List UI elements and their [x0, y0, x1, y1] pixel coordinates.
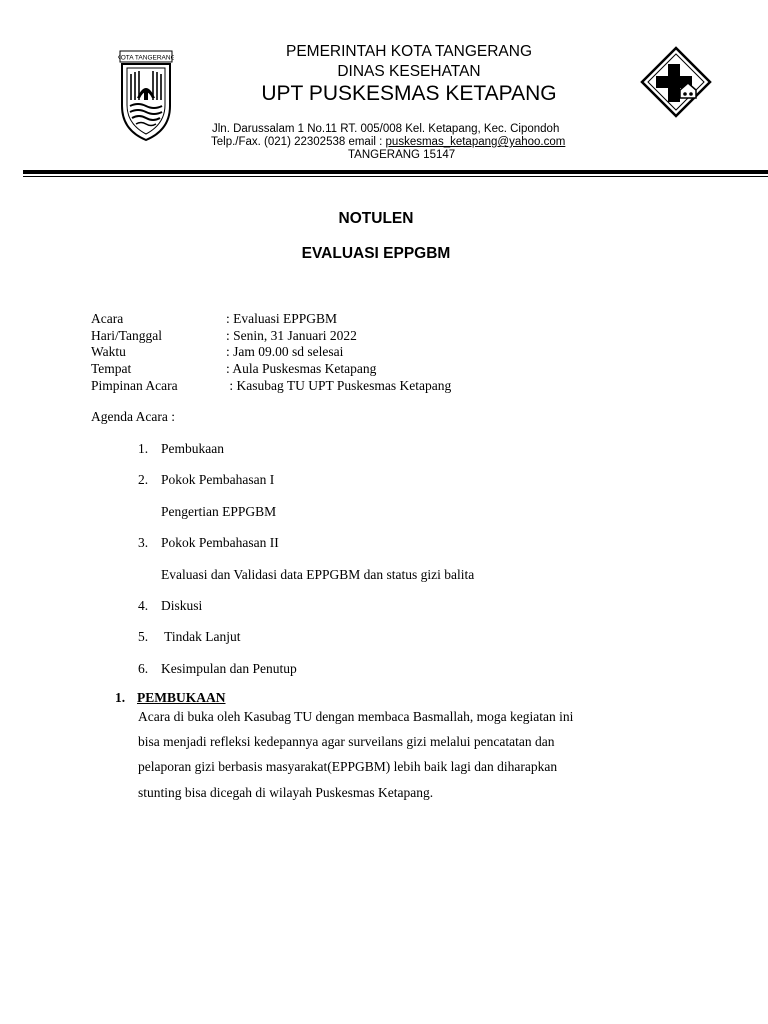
document-subtitle: EVALUASI EPPGBM: [301, 245, 451, 262]
paragraph-line: Acara di buka oleh Kasubag TU dengan membaca Basmallah, moga kegiatan ini: [138, 709, 574, 724]
agenda-heading: Agenda Acara :: [91, 409, 175, 424]
info-label: Waktu: [91, 344, 126, 359]
agenda-number: 5.: [138, 629, 149, 644]
info-row-place: [91, 360, 376, 377]
info-value: : Senin, 31 Januari 2022: [226, 328, 357, 343]
agenda-text: Kesimpulan dan Penutup: [161, 661, 297, 676]
info-value: : Jam 09.00 sd selesai: [226, 344, 344, 359]
agenda-subtext: Pengertian EPPGBM: [161, 504, 277, 519]
agenda-text: Tindak Lanjut: [161, 629, 241, 644]
agenda-number: 6.: [138, 661, 149, 676]
agenda-number: 3.: [138, 535, 149, 550]
agenda-item: [138, 597, 202, 614]
paragraph-line: pelaporan gizi berbasis masyarakat(EPPGBM) lebih baik lagi dan diharapkan: [138, 759, 558, 774]
info-row-acara: [91, 310, 337, 327]
paragraph-line: bisa menjadi refleksi kedepannya agar surveilans gizi melalui pencatatan dan: [138, 734, 555, 749]
email-link[interactable]: puskesmas_ketapang@yahoo.com: [385, 136, 566, 148]
agenda-text: Pembukaan: [161, 441, 224, 456]
department-name: DINAS KESEHATAN: [337, 63, 481, 80]
info-row-time: [91, 343, 343, 360]
section-number: 1.: [115, 690, 126, 705]
letterhead-divider-thin: [23, 176, 768, 177]
info-row-date: [91, 327, 357, 344]
letterhead-divider-thick: [23, 170, 768, 174]
paragraph-line: stunting bisa dicegah di wilayah Puskesmas Ketapang.: [138, 785, 434, 800]
agenda-number: 2.: [138, 472, 149, 487]
document-title: NOTULEN: [338, 210, 414, 227]
info-label: Tempat: [91, 361, 132, 376]
agenda-number: 4.: [138, 598, 149, 613]
government-name: PEMERINTAH KOTA TANGERANG: [285, 43, 533, 60]
section-heading: [115, 690, 226, 706]
address-line-2: [211, 136, 565, 148]
institution-name: UPT PUSKESMAS KETAPANG: [261, 82, 557, 105]
address-line-1: Jln. Darussalam 1 No.11 RT. 005/008 Kel. Ketapang, Kec. Cipondoh: [212, 123, 560, 135]
info-row-leader: [91, 377, 451, 394]
info-value: : Aula Puskesmas Ketapang: [226, 361, 377, 376]
agenda-number: 1.: [138, 441, 149, 456]
agenda-item: [138, 471, 274, 488]
info-label: Hari/Tanggal: [91, 328, 163, 343]
phone-fax: Telp./Fax. (021) 22302538 email :: [211, 136, 386, 148]
agenda-text: Pokok Pembahasan I: [161, 472, 275, 487]
agenda-subtext: Evaluasi dan Validasi data EPPGBM dan status gizi balita: [161, 567, 475, 582]
info-label: Acara: [91, 311, 124, 326]
agenda-item: [138, 628, 241, 645]
address-line-3: TANGERANG 15147: [348, 149, 456, 161]
agenda-item: [138, 534, 279, 551]
section-title: PEMBUKAAN: [137, 690, 226, 705]
info-value: : Kasubag TU UPT Puskesmas Ketapang: [226, 378, 452, 393]
agenda-text: Diskusi: [161, 598, 203, 613]
info-value: : Evaluasi EPPGBM: [226, 311, 338, 326]
info-label: Pimpinan Acara: [91, 378, 178, 393]
agenda-item: [138, 440, 224, 457]
agenda-item: [138, 660, 297, 677]
logo-caption: KOTA TANGERANG: [118, 54, 174, 62]
agenda-text: Pokok Pembahasan II: [161, 535, 279, 550]
